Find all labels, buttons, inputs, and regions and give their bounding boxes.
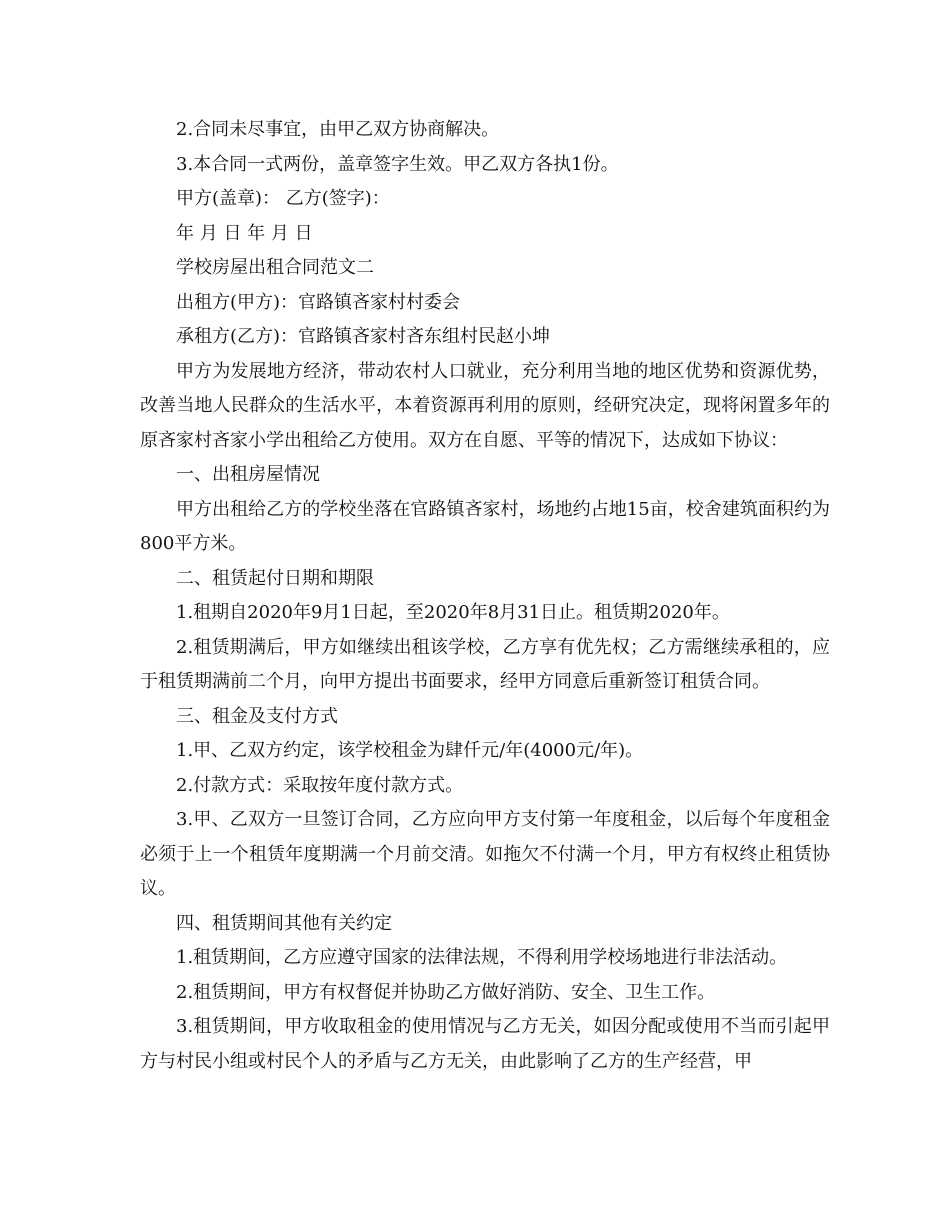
- lease-term-clause-2: 2.租赁期满后，甲方如继续出租该学校，乙方享有优先权；乙方需继续承租的，应于租赁期满前二个月，向甲方提出书面要求，经甲方同意后重新签订租赁合同。: [140, 636, 830, 692]
- section-heading-2: 二、租赁起付日期和期限: [176, 567, 374, 589]
- lessor-party: 出租方(甲方)：官路镇吝家村村委会: [176, 291, 461, 313]
- lease-term-clause-1: 1.租期自2020年9月1日起，至2020年8月31日止。租赁期2020年。: [176, 602, 730, 623]
- property-description: 甲方出租给乙方的学校坐落在官路镇吝家村，场地约占地15亩，校舍建筑面积约为800平方米。: [140, 498, 830, 554]
- rent-clause-1: 1.甲、乙双方约定，该学校租金为肆仟元/年(4000元/年)。: [176, 740, 644, 761]
- document-body: [140, 113, 830, 1079]
- section-heading-3: 三、租金及支付方式: [176, 705, 338, 727]
- clause-3-copies: 3.本合同一式两份，盖章签字生效。甲乙双方各执1份。: [176, 153, 619, 175]
- clause-2-unresolved-matters: 2.合同未尽事宜，由甲乙双方协商解决。: [176, 119, 500, 140]
- rent-clause-3: 3.甲、乙双方一旦签订合同，乙方应向甲方支付第一年度租金，以后每个年度租金必须于上一个租赁年度期满一个月前交清。如拖欠不付满一个月，甲方有权终止租赁协议。: [140, 809, 830, 899]
- signature-parties: 甲方(盖章)： 乙方(签字)：: [176, 188, 390, 209]
- other-clause-2: 2.租赁期间，甲方有权督促并协助乙方做好消防、安全、卫生工作。: [176, 981, 716, 1003]
- lessee-party: 承租方(乙方)：官路镇吝家村吝东组村民赵小坤: [176, 326, 551, 347]
- document-title: 学校房屋出租合同范文二: [176, 257, 374, 278]
- rent-clause-2: 2.付款方式：采取按年度付款方式。: [176, 774, 464, 796]
- signature-dates: 年 月 日 年 月 日: [176, 222, 313, 244]
- other-clause-1: 1.租赁期间，乙方应遵守国家的法律法规，不得利用学校场地进行非法活动。: [176, 947, 788, 968]
- other-clause-3: 3.租赁期间，甲方收取租金的使用情况与乙方无关，如因分配或使用不当而引起甲方与村民小组或村民个人的矛盾与乙方无关，由此影响了乙方的生产经营，甲: [140, 1016, 830, 1072]
- preamble-paragraph: 甲方为发展地方经济，带动农村人口就业，充分利用当地的地区优势和资源优势，改善当地人民群众的生活水平，本着资源再利用的原则，经研究决定，现将闲置多年的原吝家村吝家小学出租给乙方使用。双方在自愿、平等的情况下，达成如下协议：: [140, 360, 830, 451]
- section-heading-4: 四、租赁期间其他有关约定: [176, 912, 392, 934]
- section-heading-1: 一、出租房屋情况: [176, 464, 320, 485]
